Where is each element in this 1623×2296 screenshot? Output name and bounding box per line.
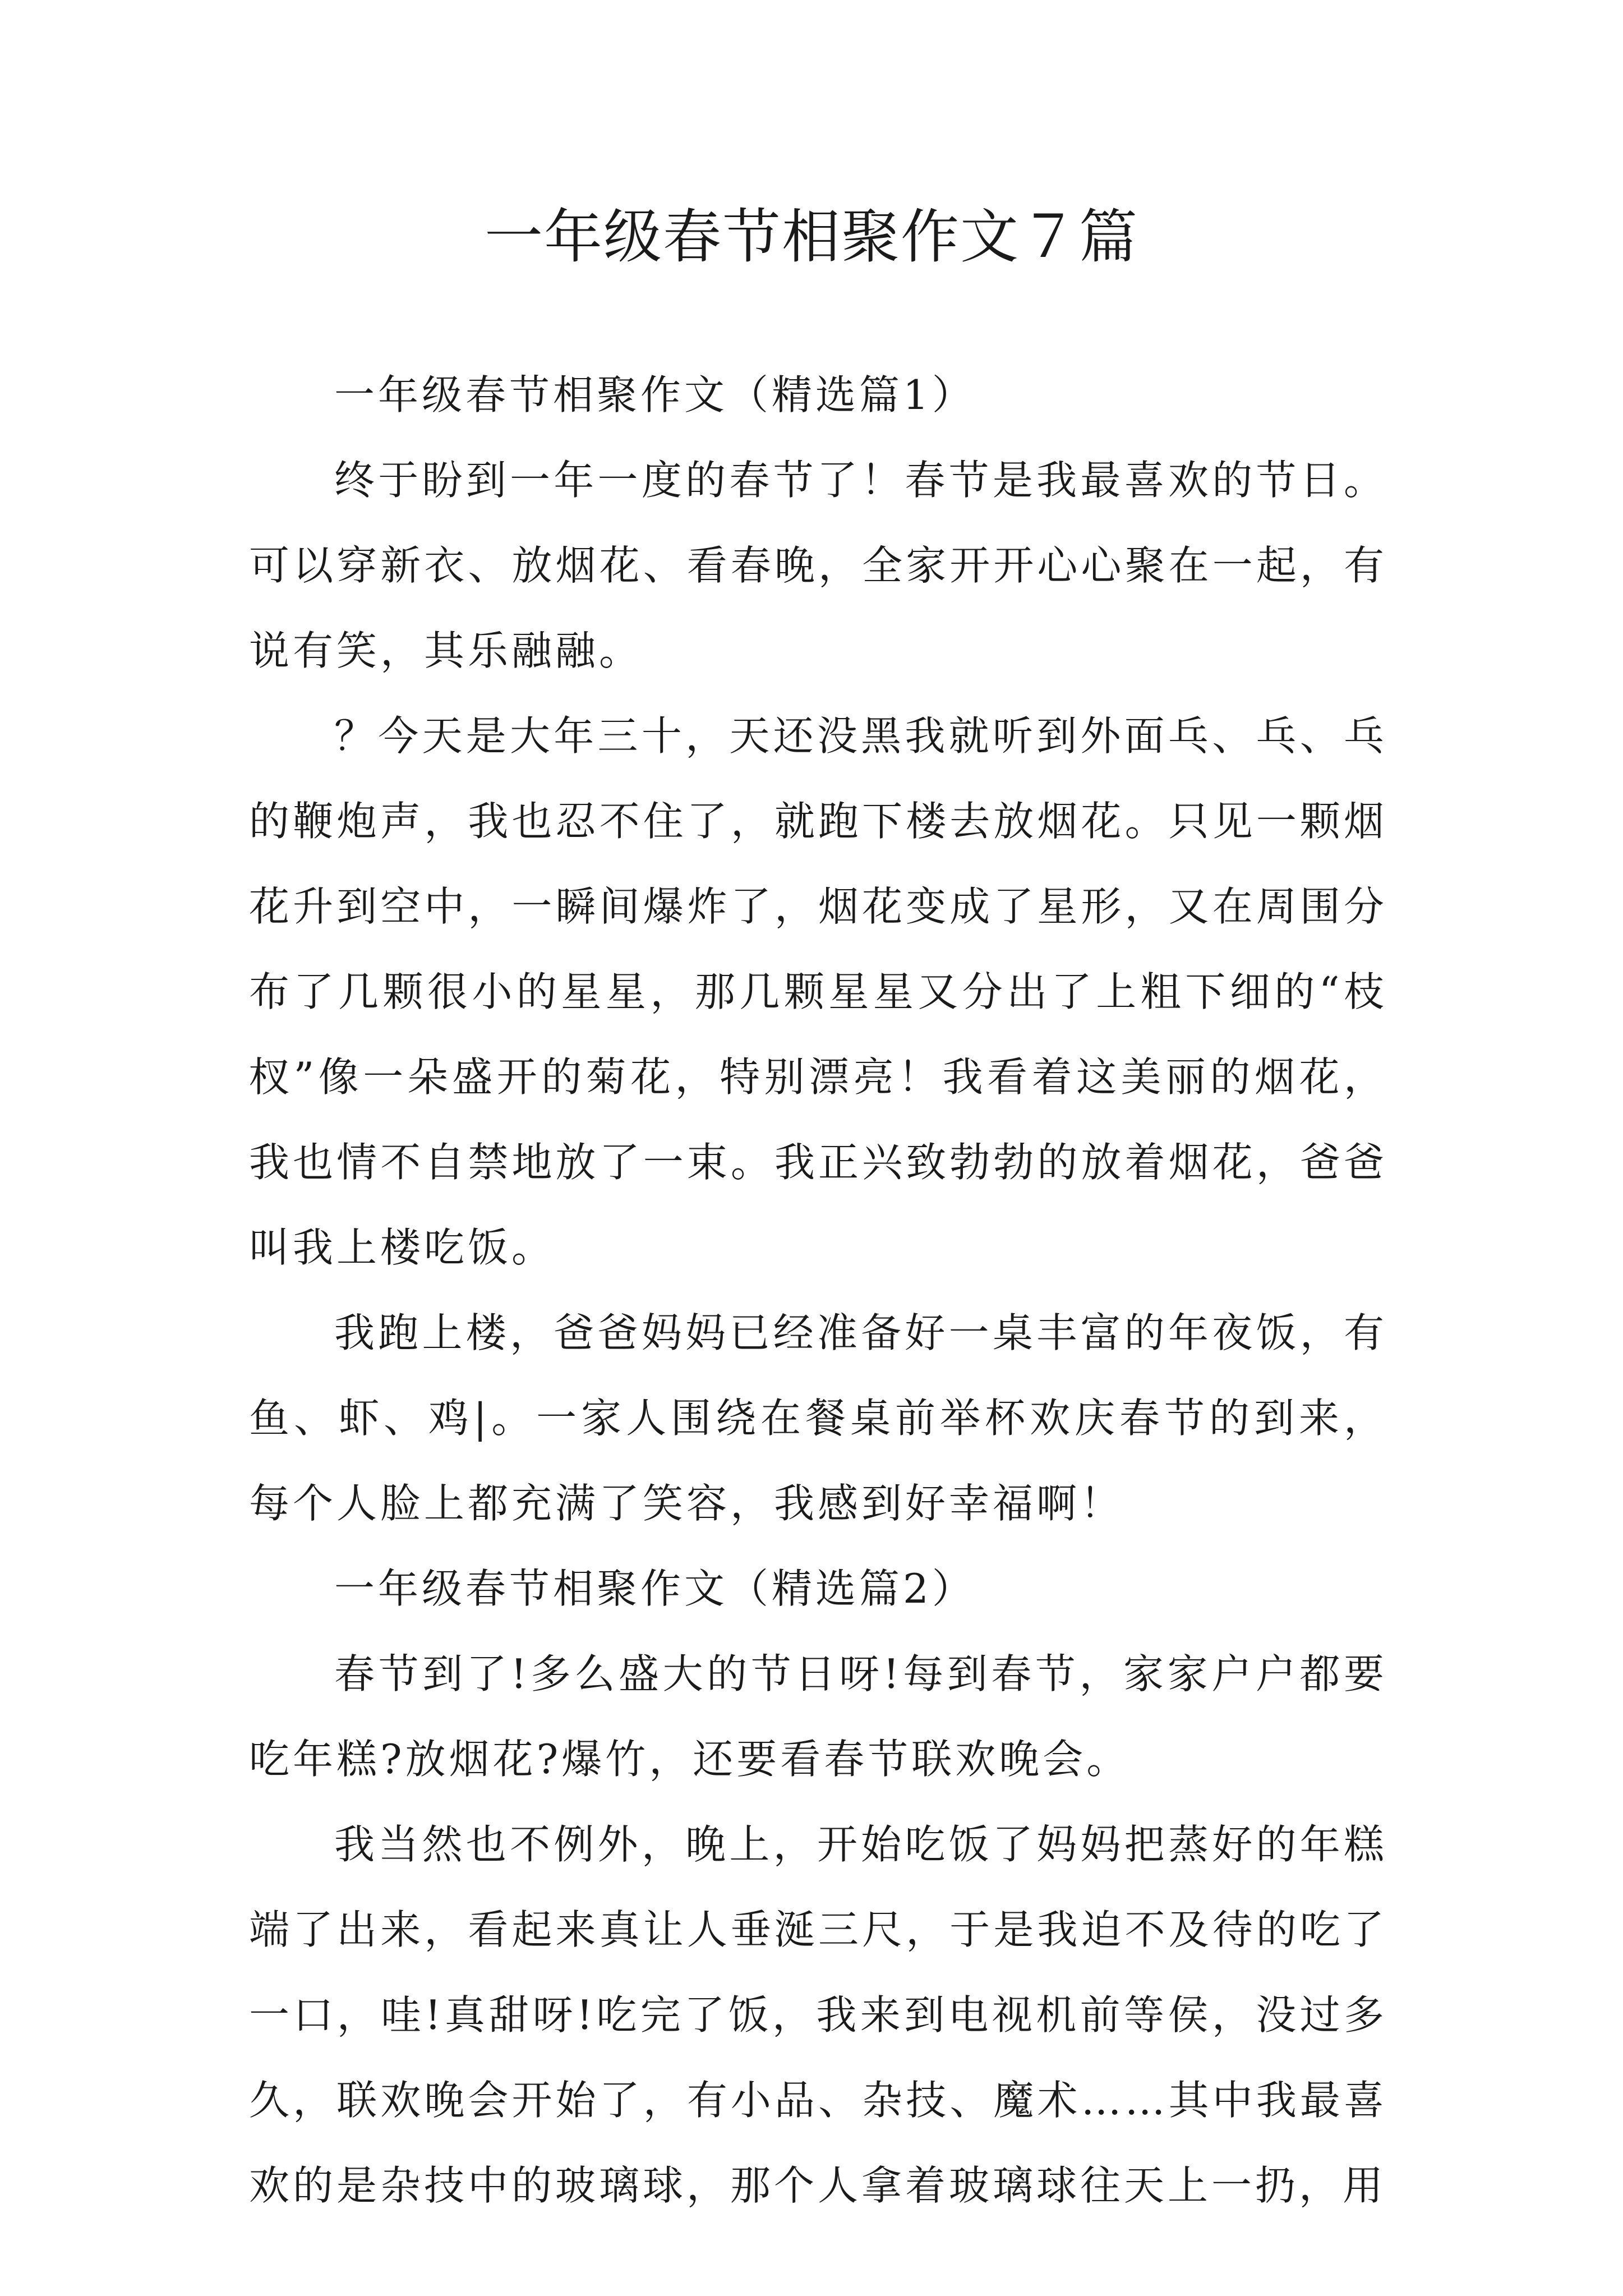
paragraph: 我当然也不例外，晚上，开始吃饭了妈妈把蒸好的年糕端了出来，看起来真让人垂涎三尺，于是我迫不及待的吃了一口，哇!真甜呀!吃完了饭，我来到电视机前等侯，没过多久，联欢晚会开始了，有小品、杂技、魔术……其中我最喜欢的是杂技中的玻璃球，那个人拿着玻璃球往天上一扔，用 — [249, 1821, 1387, 2209]
section-heading-2: 一年级春节相聚作文（精选篇2） — [334, 1565, 976, 1612]
document-title: 一年级春节相聚作文７篇 — [484, 203, 1138, 271]
section-heading-1: 一年级春节相聚作文（精选篇1） — [334, 371, 976, 418]
paragraph: 春节到了!多么盛大的节日呀!每到春节，家家户户都要吃年糕?放烟花?爆竹，还要看春节联欢晚会。 — [249, 1650, 1387, 1783]
paragraph: 我跑上楼，爸爸妈妈已经准备好一桌丰富的年夜饭，有鱼、虾、鸡|。一家人围绕在餐桌前举杯欢庆春节的到来，每个人脸上都充满了笑容，我感到好幸福啊！ — [249, 1309, 1387, 1527]
document-body — [249, 352, 1387, 2228]
paragraph: ？今天是大年三十，天还没黑我就听到外面乓、乓、乓的鞭炮声，我也忍不住了，就跑下楼去放烟花。只见一颗烟花升到空中，一瞬间爆炸了，烟花变成了星形，又在周围分布了几颗很小的星星，那几颗星星又分出了上粗下细的“枝杈”像一朵盛开的菊花，特别漂亮！我看着这美丽的烟花，我也情不自禁地放了一束。我正兴致勃勃的放着烟花，爸爸叫我上楼吃饭。 — [249, 712, 1387, 1271]
paragraph: 终于盼到一年一度的春节了！春节是我最喜欢的节日。可以穿新衣、放烟花、看春晚，全家开开心心聚在一起，有说有笑，其乐融融。 — [249, 457, 1387, 674]
